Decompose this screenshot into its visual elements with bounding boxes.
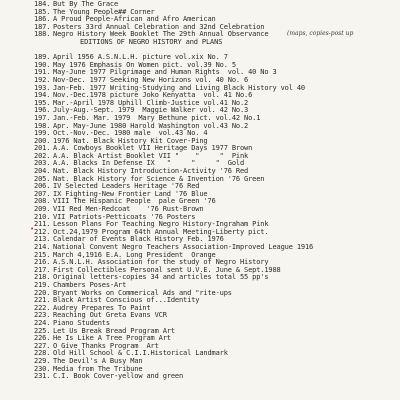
item-number: 189. xyxy=(34,53,51,62)
item-number: 207. xyxy=(34,189,51,198)
item-number: 187. xyxy=(34,22,51,31)
item-number: 193. xyxy=(34,83,51,92)
item-text: VIII The Hispanic People pale Green '76 xyxy=(53,197,216,206)
item-number: 196. xyxy=(34,106,51,115)
item-number: 204. xyxy=(34,167,51,176)
item-number: 220. xyxy=(34,288,51,297)
item-text: Original letters-copies 34 and articles total 55 pp's xyxy=(53,273,269,282)
item-number: 194. xyxy=(34,91,51,100)
item-text: Nat. Black History for Science & Invention '76 Green xyxy=(53,174,265,183)
item-number: 228. xyxy=(34,349,51,358)
item-text: Mar.-April 1978 Uphill Climb-Justice vol.41 No.2 xyxy=(53,98,249,107)
item-text: The Devil's A Busy Man xyxy=(53,356,143,365)
red-margin-mark: • xyxy=(30,225,35,233)
item-text: Piano Students xyxy=(53,318,110,327)
item-text: VII Red Men-Redcoat '76 Rust-Brown xyxy=(53,205,204,214)
item-number: 192. xyxy=(34,75,51,84)
item-number: 209. xyxy=(34,205,51,214)
item-text: Reaching Out Greta Evans VCR xyxy=(53,311,167,320)
item-text: Negro History Week Booklet The 29th Annual Observ⁠ance xyxy=(53,30,269,39)
item-number: 214. xyxy=(34,243,51,251)
item-text: Apr. May-June 1980 Harold Washington vol.43 No.2 xyxy=(53,121,249,130)
item-text: A.A. Blacks In Defense IX " " " Gold xyxy=(53,159,245,168)
item-text: Lesson Plans For Teaching Negro History-Ingraham Pink xyxy=(53,220,269,229)
handwritten-note: (maps, copies-post up xyxy=(287,30,354,37)
item-text: Nov-Dec. 1977 Seeking New Horizons vol. 40 No. 6 xyxy=(53,75,249,84)
item-text: Nov.-Dec.1978 picture Joko Kenyatta vol. 41 No.6 xyxy=(53,91,253,100)
item-text: Posters 33rd Annual Celebration and 32nd Celebration xyxy=(53,22,265,31)
item-number: 225. xyxy=(34,326,51,335)
item-text: Oct.24,1979 Program 64th Annual Meeting-Liberty pict. xyxy=(53,227,269,236)
item-text: May-June 1977 Pilgrimage and Human Rights vol. 40 No 3 xyxy=(53,68,277,77)
item-text: IX Fighting-New Frontier Land '76 Blue xyxy=(53,189,208,198)
item-text: Old Hill School & C.I.I.Historical Landmark xyxy=(53,349,228,358)
item-number: 211. xyxy=(34,220,51,229)
item-number: 210. xyxy=(34,212,51,221)
item-number: 213. xyxy=(34,235,51,244)
item-number: 222. xyxy=(34,303,51,312)
item-text: A.A. Cowboys Booklet VII Heritage Days 1977 Brown xyxy=(53,144,253,153)
list-item xyxy=(34,373,396,381)
item-text: A.A. Black Artist Booklet VII " " " Pink xyxy=(53,151,249,160)
item-number: 186. xyxy=(34,15,51,24)
item-number: 218. xyxy=(34,273,51,282)
item-text: Audrey Prepares To Paint xyxy=(53,303,151,312)
item-text: 1976 Nat. Black History Kit Cover-Ping xyxy=(53,136,208,145)
item-text: Bryant Works on Commerical Ads and "rite-ups xyxy=(53,288,232,297)
item-number: 185. xyxy=(34,7,51,16)
item-text: Calendar of Events Black History Feb. 1976 xyxy=(53,235,224,244)
item-number: 199. xyxy=(34,129,51,138)
item-text: Nat. Black History Introduction-Activity '76 Red xyxy=(53,167,249,176)
item-text: Media from The Tribune xyxy=(53,364,143,373)
item-text: The Young People## Corner xyxy=(53,7,155,16)
item-number: 217. xyxy=(34,265,51,274)
item-text: First Collectibles Personal sent U.V.E. June & Sept.1988 xyxy=(53,265,281,274)
item-number: 215. xyxy=(34,250,51,259)
item-number: 206. xyxy=(34,182,51,191)
document-list xyxy=(34,1,396,381)
item-text: Let Us Break Bread Program Art xyxy=(53,326,175,335)
item-number: 198. xyxy=(34,121,51,130)
item-text: O Give Thanks Program Art xyxy=(53,341,159,350)
item-text: April 1956 A.S.N.L.H. picture vol.xix No. 7 xyxy=(53,53,228,62)
item-number: 226. xyxy=(34,334,51,343)
item-number: 195. xyxy=(34,98,51,107)
item-number: 205. xyxy=(34,174,51,183)
item-number: 202. xyxy=(34,151,51,160)
item-number: 201. xyxy=(34,144,51,153)
item-number: 200. xyxy=(34,136,51,145)
item-number: 221. xyxy=(34,296,51,305)
item-text: Jan-Feb. 1977 Writing-Studying and Living Black History vol 40 xyxy=(53,83,305,92)
item-number: 223. xyxy=(34,311,51,320)
item-text: Black Artist Conscious of...Identity xyxy=(53,296,200,305)
item-number: 224. xyxy=(34,318,51,327)
item-number: 188. xyxy=(34,30,51,39)
item-number: 190. xyxy=(34,60,51,69)
item-text: A.S.N.L.H. Association for the study of Negro History xyxy=(53,258,269,267)
item-text: A Proud People-African and Afro American xyxy=(53,15,216,24)
item-text: Jan.-Feb. Mar. 1979 Mary Bethune pict. vol.42 No.1 xyxy=(53,113,261,122)
section-heading: EDITIONS OF NEGRO HISTORY and PLANS xyxy=(80,37,223,46)
item-number: 212. xyxy=(34,227,51,236)
item-number: 227. xyxy=(34,341,51,350)
item-number: 191. xyxy=(34,68,51,77)
item-number: 219. xyxy=(34,280,51,289)
item-text: But By The Grace xyxy=(53,0,119,8)
item-text: IV Selected Leaders Heritage '76 Red xyxy=(53,182,200,191)
item-number: 197. xyxy=(34,113,51,122)
item-text: VII Patriots-Petticoats '76 Posters xyxy=(53,212,196,221)
item-text: C.I. Book Cover-yellow and green xyxy=(53,372,184,381)
item-number: 203. xyxy=(34,159,51,168)
item-text: July-Aug.-Sept. 1979 Maggie Walker vol. 42 No.3 xyxy=(53,106,249,115)
item-number: 230. xyxy=(34,364,51,373)
item-number: 231. xyxy=(34,372,51,381)
item-number: 216. xyxy=(34,258,51,267)
item-text: March 4,1916 E.A. Long President Orange xyxy=(53,250,216,259)
item-number: 229. xyxy=(34,356,51,365)
item-text: He Is Like A Tree Program Art xyxy=(53,334,171,343)
item-number: 184. xyxy=(34,0,51,8)
item-text: Chambers Poses-Art xyxy=(53,280,127,289)
item-text: May 1976 Emphasis On Women pict. vol.39 No. 5 xyxy=(53,60,236,69)
item-text: National Convent Negro Teachers Association-Improved League 1916 xyxy=(53,243,314,251)
item-text: Oct.-Nov.-Dec. 1980 male vol.43 No. 4 xyxy=(53,129,208,138)
item-number: 208. xyxy=(34,197,51,206)
